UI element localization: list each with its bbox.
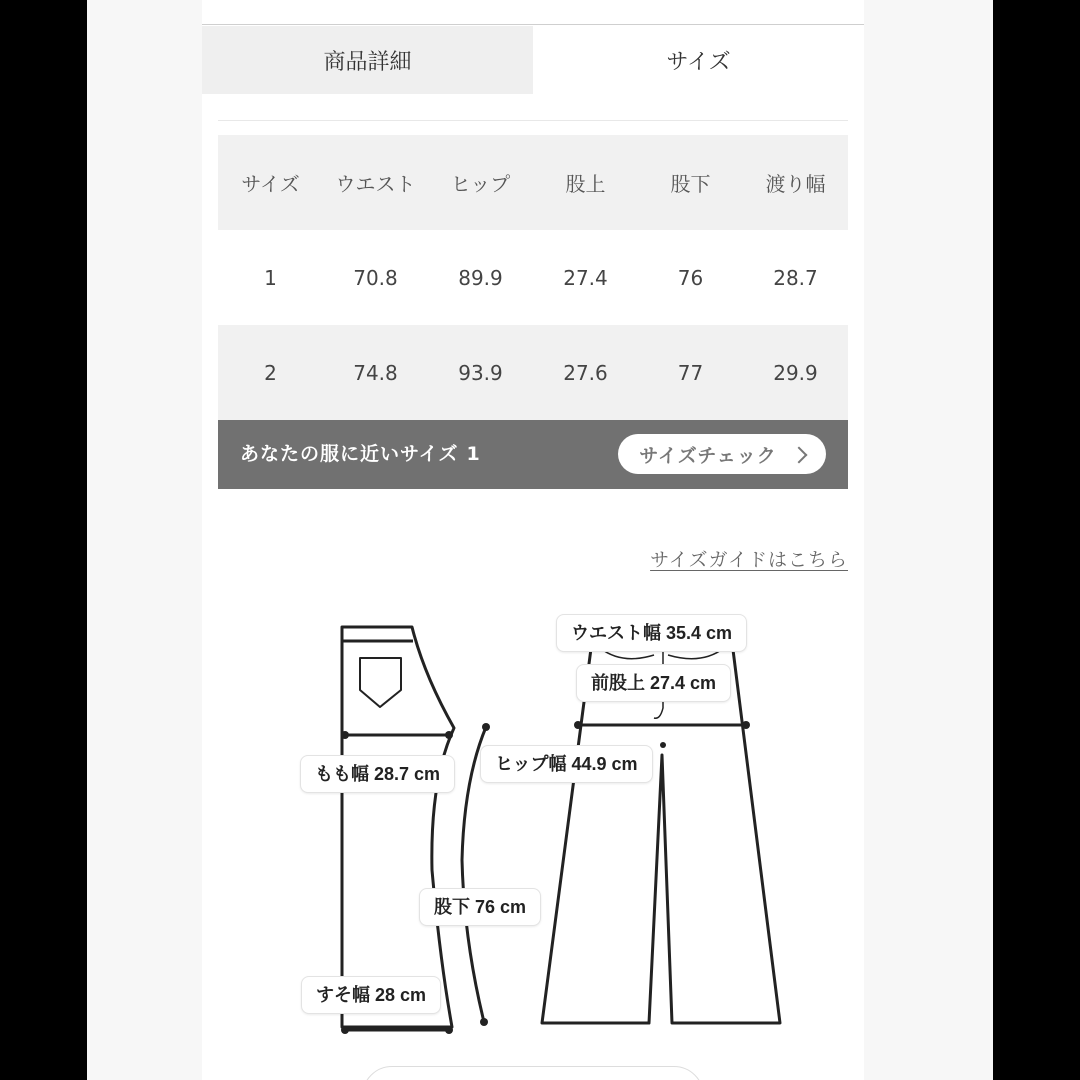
table-cell: 27.6 — [563, 360, 608, 385]
table-header-row — [218, 135, 848, 230]
tab-product-details[interactable]: 商品詳細 — [202, 26, 533, 94]
header-inseam: 股下 — [670, 172, 711, 196]
measure-dot — [445, 731, 453, 739]
measure-dot — [660, 742, 666, 748]
chevron-right-icon — [790, 446, 807, 463]
bottom-action-button[interactable] — [362, 1066, 704, 1080]
table-cell: 1 — [264, 265, 277, 290]
measure-dot — [445, 1026, 453, 1034]
inseam-label: 股下 76 cm — [419, 888, 541, 926]
header-waist: ウエスト — [335, 172, 416, 196]
table-cell: 76 — [677, 265, 704, 290]
measure-dot — [742, 721, 750, 729]
size-table — [218, 135, 848, 420]
recommendation-text — [240, 420, 481, 489]
measure-dot — [480, 1018, 488, 1026]
front-rise-label: 前股上 27.4 cm — [576, 664, 731, 702]
tab-size[interactable]: サイズ — [533, 26, 864, 94]
table-cell: 27.4 — [563, 265, 608, 290]
side-view-outline — [342, 627, 454, 1027]
section-divider — [218, 120, 848, 121]
hip-label: ヒップ幅 44.9 cm — [480, 745, 653, 783]
table-cell: 29.9 — [773, 360, 818, 385]
product-page — [202, 0, 864, 1080]
top-divider — [202, 24, 864, 25]
size-diagram — [202, 590, 864, 1080]
header-size: サイズ — [241, 172, 300, 196]
hem-label: すそ幅 28 cm — [301, 976, 441, 1014]
table-cell: 89.9 — [458, 265, 503, 290]
measure-dot — [482, 723, 490, 731]
header-thigh-width: 渡り幅 — [765, 172, 826, 196]
table-cell: 74.8 — [353, 360, 398, 385]
recommendation-label: あなたの服に近いサイズ — [240, 443, 459, 465]
table-cell: 77 — [677, 360, 704, 385]
size-check-label: サイズチェック — [639, 444, 777, 467]
waist-label: ウエスト幅 35.4 cm — [556, 614, 747, 652]
size-guide-link[interactable]: サイズガイドはこちら — [650, 549, 848, 571]
size-recommendation-bar — [218, 420, 848, 489]
table-cell: 28.7 — [773, 265, 818, 290]
measure-dot — [341, 1026, 349, 1034]
left-margin — [87, 0, 202, 1080]
header-hip: ヒップ — [450, 172, 511, 196]
header-rise: 股上 — [565, 172, 606, 196]
measure-dot — [574, 721, 582, 729]
back-pocket-icon — [360, 658, 401, 707]
table-cell: 93.9 — [458, 360, 503, 385]
table-cell: 2 — [264, 360, 277, 385]
table-row — [218, 325, 848, 420]
table-row — [218, 230, 848, 325]
table-cell: 70.8 — [353, 265, 398, 290]
recommended-size: 1 — [466, 443, 481, 465]
right-margin — [864, 0, 993, 1080]
size-check-button[interactable] — [618, 434, 826, 474]
thigh-label: もも幅 28.7 cm — [300, 755, 455, 793]
measure-dot — [341, 731, 349, 739]
